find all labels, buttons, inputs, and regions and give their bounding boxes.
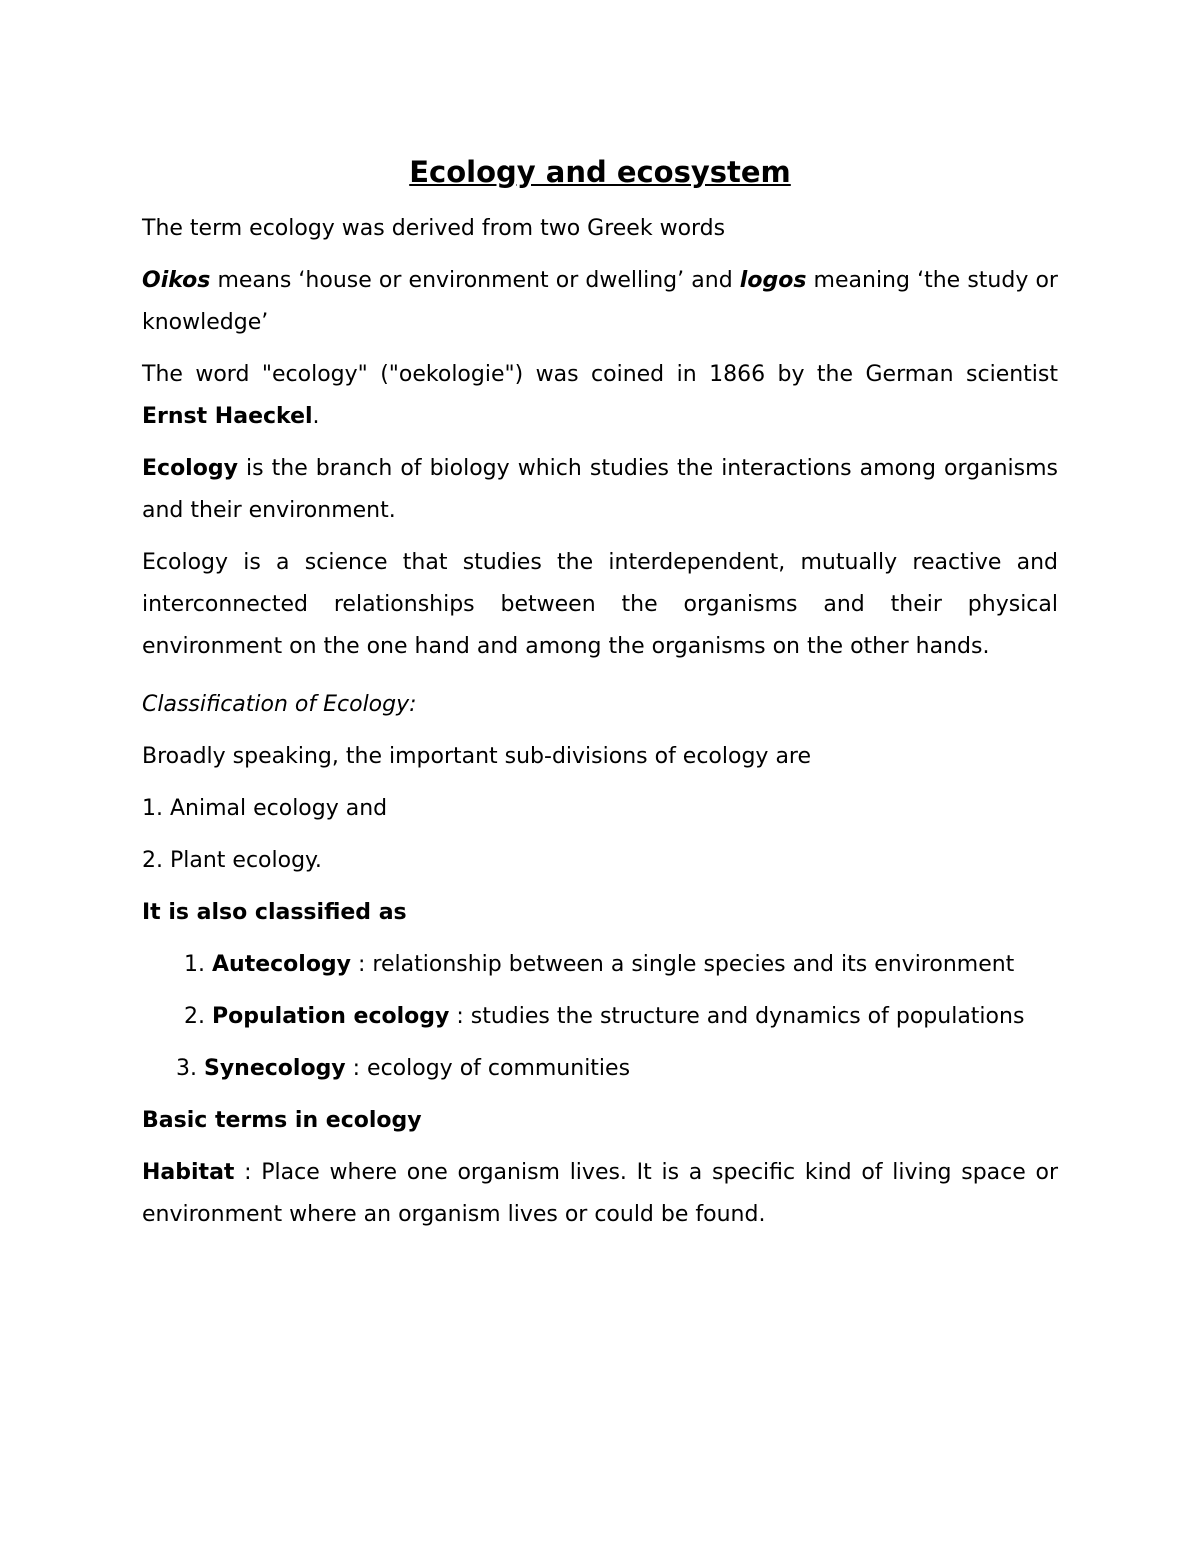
autecology-text: : relationship between a single species and its environment	[351, 952, 1015, 977]
subdivision-item: 2. Plant ecology.	[142, 848, 322, 873]
also-classified-heading: It is also classified as	[142, 900, 407, 925]
etymology-paragraph	[142, 260, 1058, 344]
coined-text: The word "ecology" ("oekologie") was coined in 1866 by the German scientist	[142, 362, 1058, 387]
list-item	[212, 996, 1058, 1038]
term-synecology: Synecology	[203, 1056, 346, 1081]
basic-terms-heading: Basic terms in ecology	[142, 1108, 422, 1133]
classification-heading: Classification of Ecology:	[142, 692, 417, 717]
term-autecology: Autecology	[212, 952, 352, 977]
habitat-text: : Place where one organism lives. It is a specific kind of living space or environment where an organism lives or could be found.	[142, 1160, 1058, 1227]
broadly-paragraph: Broadly speaking, the important sub-divisions of ecology are	[142, 744, 812, 769]
coined-end: .	[312, 404, 320, 429]
population-ecology-text: : studies the structure and dynamics of populations	[449, 1004, 1025, 1029]
habitat-paragraph	[142, 1152, 1058, 1236]
term-logos: logos	[739, 268, 807, 293]
term-population-ecology: Population ecology	[212, 1004, 450, 1029]
science-paragraph: Ecology is a science that studies the interdependent, mutually reactive and interconnected relationships between the organisms and their physical environment on the one hand and among the organisms on the other hands.	[142, 550, 1058, 659]
synecology-number: 3.	[176, 1056, 204, 1081]
term-ecology: Ecology	[142, 456, 238, 481]
etymology-text-1: means ‘house or environment or dwelling’ and	[210, 268, 740, 293]
subdivision-item: 1. Animal ecology and	[142, 796, 388, 821]
synecology-item	[142, 1048, 1058, 1090]
synecology-text: : ecology of communities	[345, 1056, 631, 1081]
definition-paragraph	[142, 448, 1058, 532]
coined-paragraph	[142, 354, 1058, 438]
definition-text: is the branch of biology which studies the interactions among organisms and their environment.	[142, 456, 1058, 523]
intro-paragraph: The term ecology was derived from two Greek words	[142, 216, 726, 241]
classification-list	[142, 944, 1058, 1038]
term-oikos: Oikos	[142, 268, 211, 293]
document-title: Ecology and ecosystem	[409, 155, 791, 189]
etymology-text-2: meaning ‘the study or knowledge’	[142, 268, 1058, 335]
document-page	[142, 152, 1058, 1246]
term-habitat: Habitat	[142, 1160, 235, 1185]
list-item	[212, 944, 1058, 986]
scientist-name: Ernst Haeckel	[142, 404, 313, 429]
